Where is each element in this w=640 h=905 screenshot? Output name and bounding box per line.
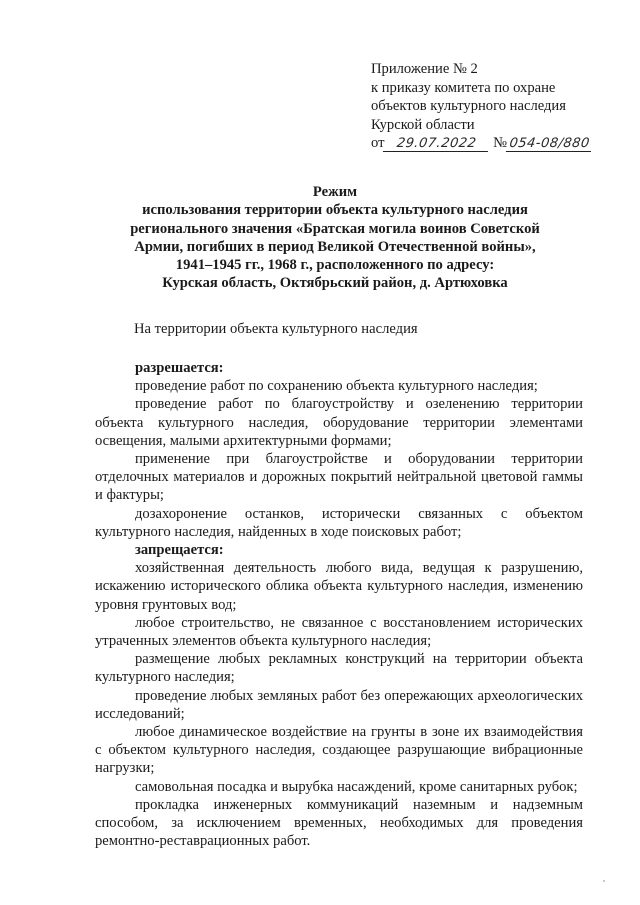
forbidden-item: самовольная посадка и вырубка насаждений, кроме санитарных рубок; bbox=[135, 778, 578, 795]
attachment-date-line bbox=[371, 134, 621, 153]
title-line-3: регионального значения «Братская могила воинов Советской bbox=[130, 220, 540, 237]
allowed-item: применение при благоустройстве и оборудовании территории отделочных материалов и дорожных покрытий нейтральной цветовой гаммы и фактуры; bbox=[95, 451, 583, 504]
attachment-header bbox=[371, 60, 621, 153]
document-title bbox=[100, 183, 570, 293]
forbidden-item: размещение любых рекламных конструкций на территории объекта культурного наследия; bbox=[95, 651, 583, 686]
attachment-order-ref: к приказу комитета по охране bbox=[371, 79, 556, 96]
forbidden-item: хозяйственная деятельность любого вида, ведущая к разрушению, искажению исторического облика объекта культурного наследия, изменению уровня грунтовых вод; bbox=[95, 560, 583, 613]
allowed-heading: разрешается: bbox=[135, 360, 224, 376]
title-line-5: 1941–1945 гг., 1968 г., расположенного по адресу: bbox=[175, 257, 495, 274]
title-line-4: Армии, погибших в период Великой Отечественной войны», bbox=[134, 238, 536, 255]
document-body bbox=[95, 359, 583, 850]
attachment-number: Приложение № 2 bbox=[371, 61, 478, 77]
allowed-item: проведение работ по благоустройству и озеленению территории объекта культурного наследия, оборудование территории элементами освещения, малыми архитектурными формами; bbox=[95, 396, 583, 449]
attachment-committee: объектов культурного наследия bbox=[371, 98, 566, 115]
handwritten-date: 29.07.2022 bbox=[383, 136, 490, 152]
forbidden-item: прокладка инженерных коммуникаций наземным и надземным способом, за исключением временных, необходимых для проведения ремонтно-реставрационных работ. bbox=[95, 796, 583, 850]
title-line-6: Курская область, Октябрьский район, д. Артюховка bbox=[162, 275, 508, 292]
handwritten-order-number: 054-08/880 bbox=[506, 136, 593, 152]
number-prefix: № bbox=[493, 135, 508, 152]
forbidden-item: любое строительство, не связанное с восстановлением исторических утраченных элементов объекта культурного наследия; bbox=[95, 614, 583, 650]
date-prefix: от bbox=[371, 135, 385, 152]
title-line-2: использования территории объекта культурного наследия bbox=[142, 202, 528, 219]
forbidden-item: любое динамическое воздействие на грунты в зоне их взаимодействия с объектом культурного наследия, создающее разрушающие вибрационные нагрузки; bbox=[95, 724, 583, 777]
intro-text: На территории объекта культурного наследия bbox=[134, 321, 418, 337]
scan-speck bbox=[603, 880, 605, 882]
forbidden-heading: запрещается: bbox=[135, 542, 224, 559]
attachment-region: Курской области bbox=[371, 116, 475, 133]
allowed-item: проведение работ по сохранению объекта культурного наследия; bbox=[135, 378, 538, 395]
title-line-1: Режим bbox=[312, 184, 358, 200]
forbidden-item: проведение любых земляных работ без опережающих археологических исследований; bbox=[95, 687, 583, 722]
allowed-item: дозахоронение останков, исторически связанных с объектом культурного наследия, найденных в ходе поисковых работ; bbox=[95, 505, 583, 540]
